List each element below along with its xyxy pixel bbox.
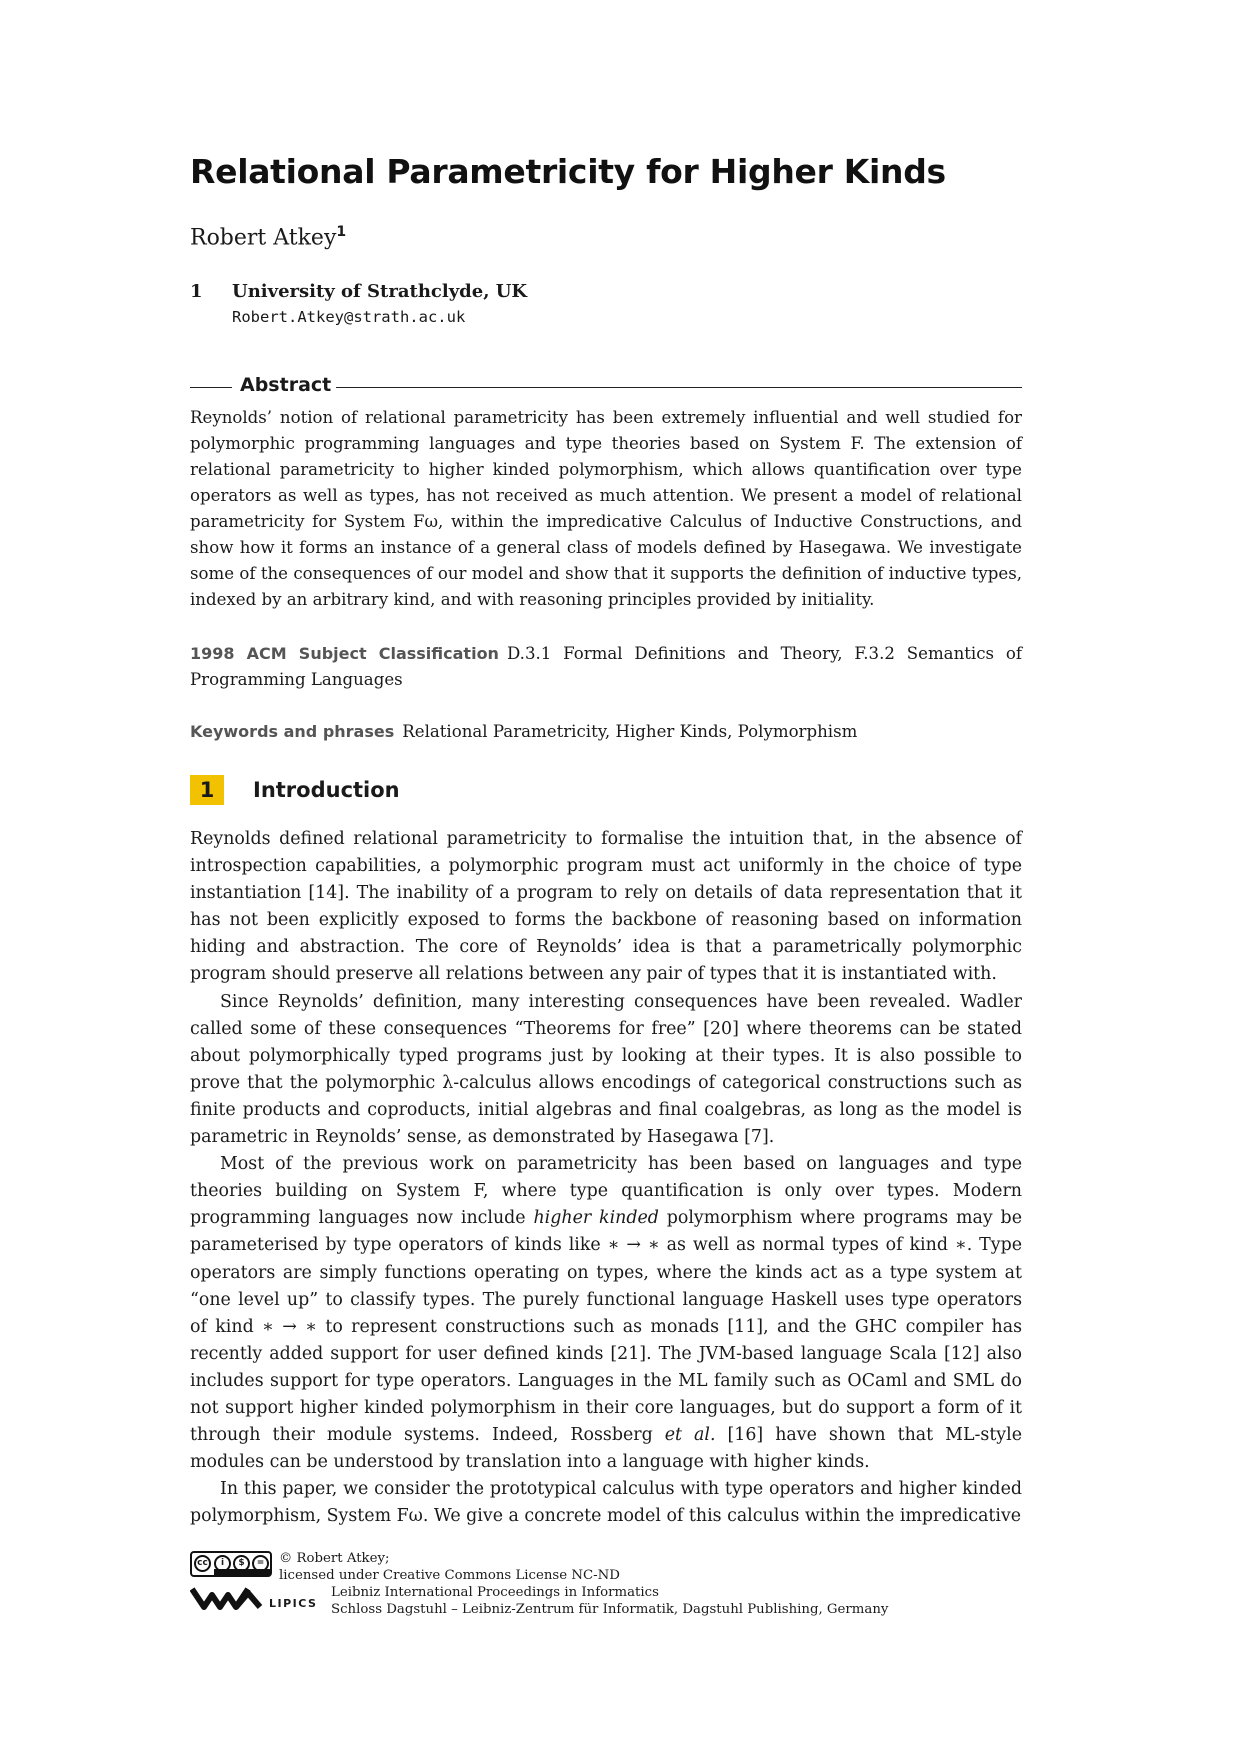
acm-label: 1998 ACM Subject Classification <box>190 644 499 663</box>
acm-text: D.3.1 Formal Definitions and Theory, F.3.2 Semantics of Programming Languages <box>190 644 1022 689</box>
footer-copyright: © Robert Atkey; <box>279 1551 390 1566</box>
author-email: Robert.Atkey@strath.ac.uk <box>232 308 466 326</box>
keywords-block <box>190 719 1022 745</box>
intro-p3-emphasis: higher kinded <box>533 1208 659 1229</box>
intro-paragraph-3 <box>190 1151 1022 1476</box>
cc-icon: cc <box>194 1555 211 1572</box>
intro-paragraph-4: In this paper, we consider the prototypical calculus with type operators and higher kinded polymorphism, System Fω. We give a concrete model of this calculus within the impredicative <box>190 1479 1022 1527</box>
intro-paragraph-1: Reynolds defined relational parametricity to formalise the intuition that, in the absence of introspection capabilities, a polymorphic program must act uniformly in the choice of type instantiation [14]. The inability of a program to rely on details of data representation that it has not been explicitly exposed to forms the backbone of reasoning based on information hiding and abstraction. The core of Reynolds’ idea is that a parametrically polymorphic program should preserve all relations between any pair of types that it is instantiated with. <box>190 829 1022 985</box>
author-line <box>190 224 346 250</box>
abstract-text: Reynolds’ notion of relational parametricity has been extremely influential and well studied for polymorphic programming languages and type theories based on System F. The extension of relational parametricity to higher kinded polymorphism, which allows quantification over type operators as well as types, has not received as much attention. We present a model of relational parametricity for System Fω, within the impredicative Calculus of Inductive Constructions, and show how it forms an instance of a general class of models defined by Hasegawa. We investigate some of the consequences of our model and show that it supports the definition of inductive types, indexed by an arbitrary kind, and with reasoning principles provided by initiality. <box>190 408 1022 609</box>
author-name: Robert Atkey <box>190 225 337 251</box>
section-title: Introduction <box>253 778 400 802</box>
keywords-text: Relational Parametricity, Higher Kinds, Polymorphism <box>402 722 858 741</box>
affiliation-name: University of Strathclyde, UK <box>232 281 528 302</box>
lipics-logo-icon <box>190 1583 266 1611</box>
nc-icon: $ <box>233 1555 250 1572</box>
section-number: 1 <box>190 775 224 805</box>
nd-icon: = <box>252 1555 269 1572</box>
abstract-heading <box>190 374 1022 400</box>
abstract-body <box>190 405 1022 613</box>
acm-classification <box>190 641 1022 693</box>
footer-series: Leibniz International Proceedings in Informatics <box>331 1585 659 1600</box>
intro-paragraph-2: Since Reynolds’ definition, many interesting consequences have been revealed. Wadler called some of these consequences “Theorems for free” [20] where theorems can be stated about polymorphically typed programs just by looking at their types. It is also possible to prove that the polymorphic λ-calculus allows encodings of categorical constructions such as finite products and coproducts, initial algebras and final coalgebras, as long as the model is parametric in Reynolds’ sense, as demonstrated by Hasegawa [7]. <box>190 991 1022 1148</box>
intro-p3-part-c: [16] have shown that ML-style modules can be understood by translation into a language with higher kinds. <box>190 1425 1022 1473</box>
footer-publisher: Schloss Dagstuhl – Leibniz-Zentrum für Informatik, Dagstuhl Publishing, Germany <box>331 1602 889 1617</box>
abstract-rule-left <box>190 387 232 388</box>
lipics-wordmark: LIPICS <box>269 1597 318 1610</box>
creative-commons-badge <box>190 1551 272 1577</box>
cc-badge-bar <box>214 1569 270 1575</box>
by-icon: i <box>214 1555 231 1572</box>
page-footer <box>190 1551 1090 1617</box>
intro-p3-part-a: Most of the previous work on parametricity has been based on languages and type theories building on System F, where type quantification is only over types. Modern programming languages now include <box>190 1154 1022 1229</box>
abstract-label: Abstract <box>240 374 332 396</box>
intro-p3-emphasis-2: et al. <box>664 1425 716 1446</box>
author-mark: 1 <box>336 224 347 240</box>
abstract-rule-right <box>336 387 1022 388</box>
footer-license: licensed under Creative Commons License NC-ND <box>279 1568 620 1583</box>
keywords-label: Keywords and phrases <box>190 722 395 741</box>
intro-p3-part-b: polymorphism where programs may be parameterised by type operators of kinds like ∗ → ∗ as well as normal types of kind ∗. Type operators are simply functions operating on types, where the kinds act as a type system at “one level up” to classify types. The purely functional language Haskell uses type operators of kind ∗ → ∗ to represent constructions such as monads [11], and the GHC compiler has recently added support for user defined kinds [21]. The JVM-based language Scala [12] also includes support for type operators. Languages in the ML family such as OCaml and SML do not support higher kinded polymorphism in their core languages, but do support a form of it through their module systems. Indeed, Rossberg <box>190 1208 1022 1446</box>
introduction-body <box>190 826 1022 1530</box>
affiliation-number: 1 <box>190 281 203 302</box>
paper-title: Relational Parametricity for Higher Kinds <box>190 152 946 191</box>
